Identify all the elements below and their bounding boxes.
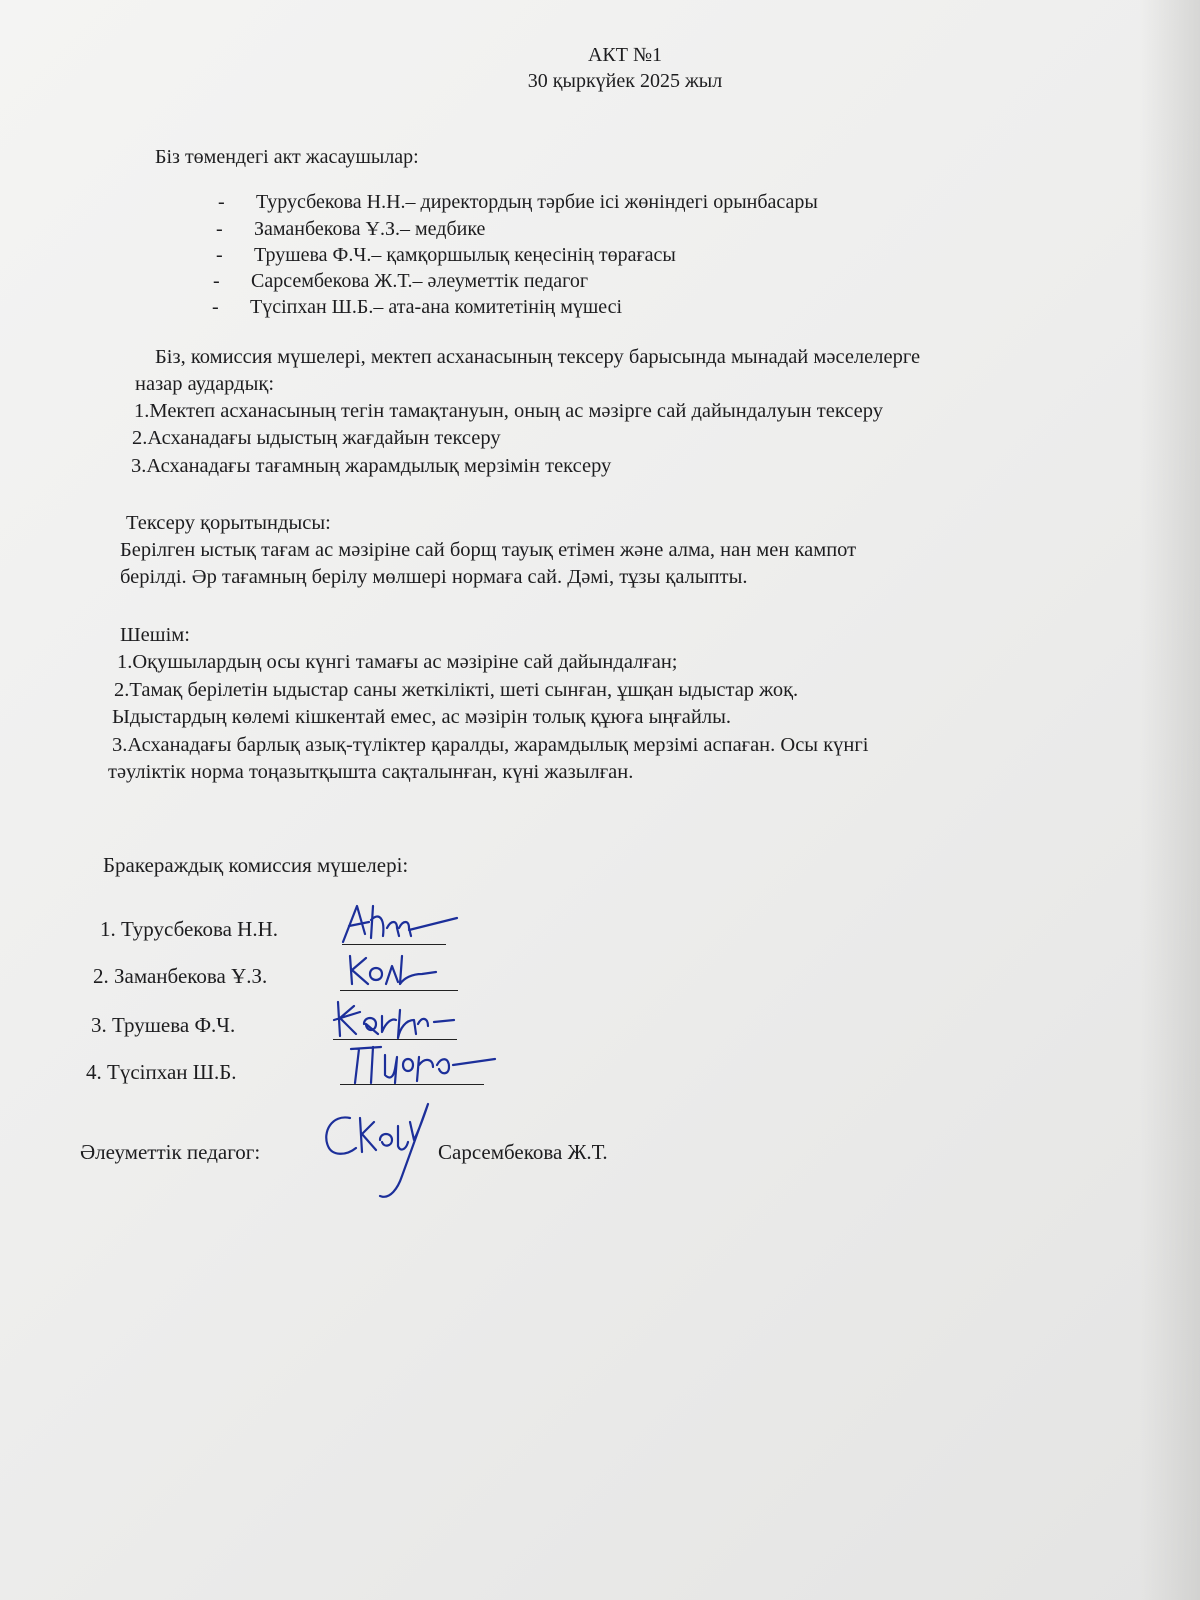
inspection-item: 2.Асханадағы ыдыстың жағдайын тексеру [132,427,501,449]
signatory-name: 2. Заманбекова Ұ.З. [93,964,268,988]
member-item [216,218,485,241]
member-text: Турусбекова Н.Н.– директордың тәрбие ісі жөніндегі орынбасары [256,191,818,213]
member-item [213,270,588,293]
signatory-name: 3. Трушева Ф.Ч. [91,1013,236,1037]
member-text: Трушева Ф.Ч.– қамқоршылық кеңесінің төрағасы [254,244,676,266]
decision-line: тәуліктік норма тоңазытқышта сақталынған, күні жазылған. [108,761,634,783]
inspection-line: Біз, комиссия мүшелері, мектеп асханасының тексеру барысында мынадай мәселелерге [155,346,921,368]
page-shadow [1140,0,1200,1600]
decision-heading: Шешім: [120,624,190,646]
signatory-name: 1. Турусбекова Н.Н. [100,917,278,941]
inspection-item: 1.Мектеп асханасының тегін тамақтануын, оның ас мәзірге сай дайындалуын тексеру [134,400,883,422]
intro-text: Біз төмендегі акт жасаушылар: [155,146,419,168]
results-heading: Тексеру қорытындысы: [126,512,331,534]
member-bullet: - [212,296,219,318]
social-pedagogue-label: Әлеуметтік педагог: [80,1140,261,1164]
inspection-item: 3.Асханадағы тағамның жарамдылық мерзімін тексеру [131,455,612,477]
signatures-heading: Бракераждық комиссия мүшелері: [103,853,409,877]
member-text: Заманбекова Ұ.З.– медбике [254,218,486,240]
decision-line: Ыдыстардың көлемі кішкентай емес, ас мәзірін толық құюға ыңғайлы. [112,706,731,728]
member-text: Сарсембекова Ж.Т.– әлеуметтік педагог [251,270,589,292]
document-date: 30 қыркүйек 2025 жыл [527,70,723,92]
decision-line: 3.Асханадағы барлық азық-түліктер қаралды, жарамдылық мерзімі аспаған. Осы күнгі [112,734,869,756]
results-line: Берілген ыстық тағам ас мәзіріне сай борщ тауық етімен және алма, нан мен кампот [120,539,857,561]
member-bullet: - [216,218,223,240]
member-bullet: - [216,244,223,266]
signature-tusiphan [345,1035,510,1095]
social-pedagogue-name: Сарсембекова Ж.Т. [438,1140,608,1164]
signature-sarsembekova [318,1096,448,1206]
inspection-line: назар аудардық: [135,373,275,395]
decision-line: 2.Тамақ берілетін ыдыстар саны жеткілікті, шеті сынған, ұшқан ыдыстар жоқ. [114,679,799,701]
signatory-name: 4. Түсіпхан Ш.Б. [86,1060,237,1084]
results-line: берілді. Әр тағамның берілу мөлшері нормаға сай. Дәмі, тұзы қалыпты. [120,566,748,588]
member-text: Түсіпхан Ш.Б.– ата-ана комитетінің мүшесі [250,296,623,318]
member-bullet: - [218,191,225,213]
decision-line: 1.Оқушылардың осы күнгі тамағы ас мәзіріне сай дайындалған; [117,651,678,673]
document-title: АКТ №1 [587,44,663,66]
member-item [216,244,676,267]
member-bullet: - [213,270,220,292]
member-item [212,296,622,319]
member-item [218,191,818,214]
